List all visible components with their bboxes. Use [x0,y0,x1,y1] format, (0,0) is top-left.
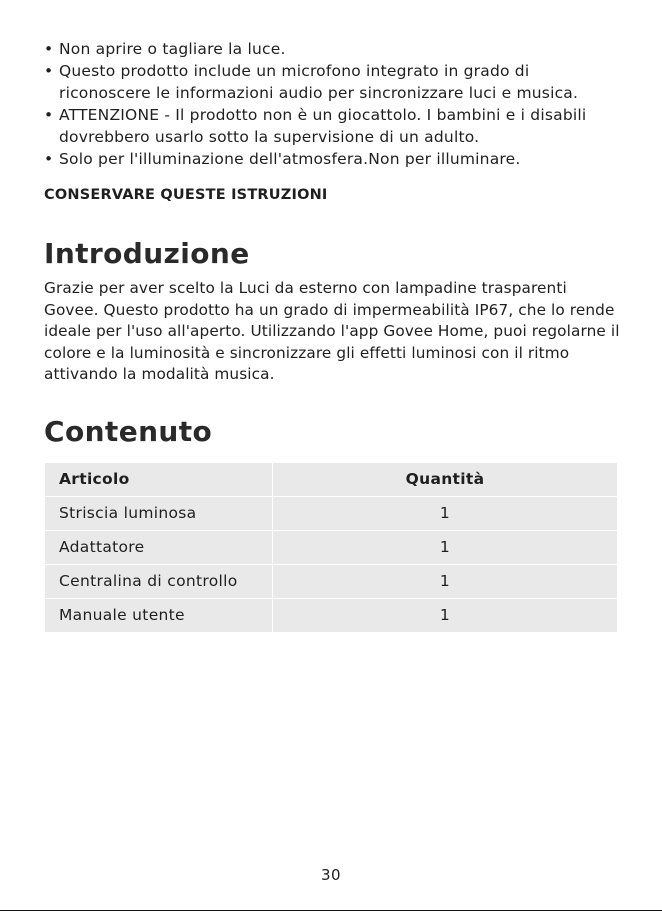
column-header-quantity: Quantità [273,463,617,496]
table-row [45,531,617,564]
contents-table [44,462,618,633]
keep-instructions-notice: CONSERVARE QUESTE ISTRUZIONI [44,187,328,203]
table-header-row [45,463,617,496]
safety-bullet-list [44,38,622,170]
bullet-dot: • [44,40,54,58]
bullet-dot: • [44,62,54,80]
item-name-cell: Adattatore [45,531,272,564]
introduction-paragraph: Grazie per aver scelto la Luci da esterno con lampadine trasparenti Govee. Questo prodotto ha un grado di impermeabilità IP67, che lo rende ideale per l'uso all'aperto. Utilizzando l'app Govee Home, puoi regolarne il colore e la luminosità e sincronizzare gli effetti luminosi con il ritmo attivando la modalità musica. [44,279,620,383]
contents-heading: Contenuto [44,414,213,448]
bullet-dot: • [44,150,54,168]
table-row [45,599,617,632]
item-name-cell: Centralina di controllo [45,565,272,598]
table-row [45,565,617,598]
bullet-item [44,38,622,60]
page-number: 30 [320,866,342,884]
bullet-item [44,60,622,104]
manual-page [44,38,622,633]
column-header-item: Articolo [45,463,272,496]
bullet-text: Solo per l'illuminazione dell'atmosfera.Non per illuminare. [59,150,521,168]
item-name-cell: Striscia luminosa [45,497,272,530]
bullet-text: Questo prodotto include un microfono integrato in grado di riconoscere le informazioni audio per sincronizzare luci e musica. [59,62,579,102]
bullet-dot: • [44,106,54,124]
introduction-heading: Introduzione [44,237,250,270]
item-quantity-cell: 1 [273,531,617,564]
bottom-divider [0,910,662,911]
bullet-item [44,104,622,148]
item-quantity-cell: 1 [273,599,617,632]
item-quantity-cell: 1 [273,497,617,530]
item-quantity-cell: 1 [273,565,617,598]
item-name-cell: Manuale utente [45,599,272,632]
bullet-text: Non aprire o tagliare la luce. [59,40,286,58]
bullet-item [44,148,622,170]
table-row [45,497,617,530]
bullet-text: ATTENZIONE - Il prodotto non è un giocattolo. I bambini e i disabili dovrebbero usarlo sotto la supervisione di un adulto. [59,106,587,146]
